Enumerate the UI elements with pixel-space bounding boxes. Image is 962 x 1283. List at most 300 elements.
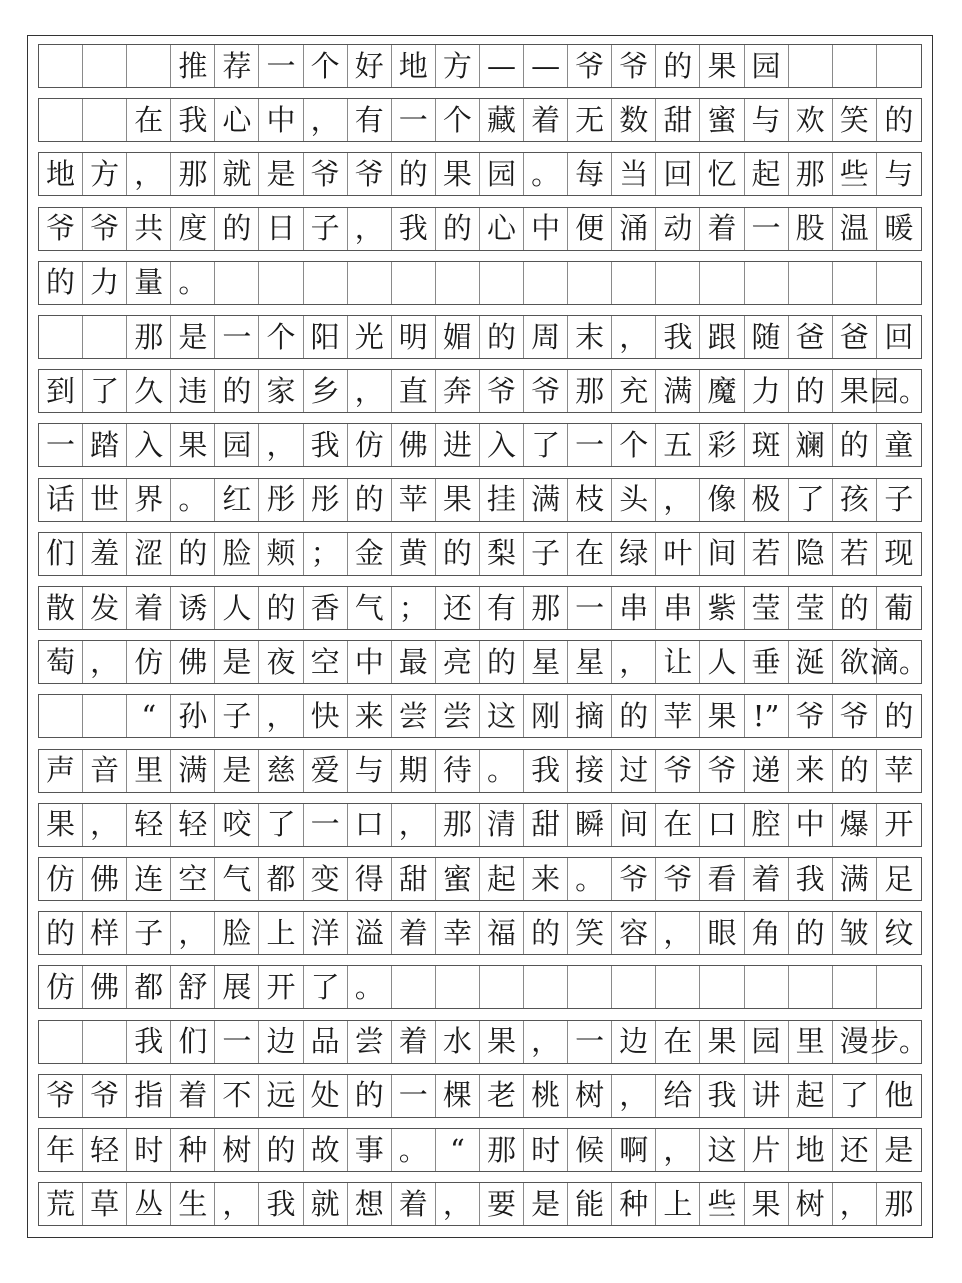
- grid-cell: 与: [884, 156, 914, 191]
- grid-cell: 纹: [884, 915, 914, 950]
- grid-cell: [833, 45, 877, 87]
- grid-cell: 无: [568, 99, 612, 141]
- grid-cell: 孙: [171, 695, 215, 737]
- grid-cell: 不: [215, 1075, 259, 1117]
- grid-cell: 入: [127, 424, 171, 466]
- grid-row: [38, 532, 922, 576]
- grid-cell: 果: [833, 370, 877, 412]
- grid-cell: 中: [524, 208, 568, 250]
- grid-cell: 滴。: [869, 644, 928, 679]
- grid-cell: 是: [171, 316, 215, 358]
- grid-cell: 蜜: [436, 858, 480, 900]
- grid-cell: 园: [745, 45, 789, 87]
- grid-cell: 羞: [83, 533, 127, 575]
- grid-cell: 期: [392, 750, 436, 792]
- grid-cell: 那: [568, 370, 612, 412]
- grid-cell: 轻: [83, 1129, 127, 1171]
- grid-cell: 口: [348, 804, 392, 846]
- grid-cell: 动: [656, 208, 700, 250]
- grid-cell: 水: [436, 1021, 480, 1063]
- grid-cell: 爷: [83, 1075, 127, 1117]
- grid-cell: 时: [127, 1129, 171, 1171]
- grid-cell: 诱: [171, 587, 215, 629]
- grid-cell: 快: [304, 695, 348, 737]
- grid-cell: 在: [568, 533, 612, 575]
- grid-cell: 递: [745, 750, 789, 792]
- grid-cell: 奔: [436, 370, 480, 412]
- grid-cell: 眼: [700, 912, 744, 954]
- grid-cell: 满: [171, 750, 215, 792]
- grid-row: [38, 478, 922, 522]
- grid-cell: 的: [436, 208, 480, 250]
- grid-row: [38, 857, 922, 901]
- grid-cell: 果: [436, 479, 480, 521]
- grid-cell: 子: [884, 482, 914, 517]
- grid-cell: 。: [524, 153, 568, 195]
- grid-cell: 来: [524, 858, 568, 900]
- grid-cell: 了: [83, 370, 127, 412]
- grid-row: [38, 315, 922, 359]
- grid-cell: ，: [612, 1075, 656, 1117]
- grid-row: [38, 640, 928, 684]
- grid-cell: 想: [348, 1183, 392, 1225]
- grid-cell: [745, 966, 789, 1008]
- grid-cell: 的: [789, 912, 833, 954]
- grid-cell: 在: [127, 99, 171, 141]
- grid-cell: 便: [568, 208, 612, 250]
- grid-cell: 的: [215, 370, 259, 412]
- grid-cell: 苹: [884, 753, 914, 788]
- grid-cell: 的: [39, 262, 83, 304]
- grid-cell: [877, 262, 921, 304]
- grid-cell: 角: [745, 912, 789, 954]
- grid-cell: 直: [392, 370, 436, 412]
- grid-cell: 地: [39, 153, 83, 195]
- grid-cell: 边: [259, 1021, 303, 1063]
- grid-cell: 日: [259, 208, 303, 250]
- grid-cell: 忆: [700, 153, 744, 195]
- grid-cell: 就: [215, 153, 259, 195]
- grid-cell: 草: [83, 1183, 127, 1225]
- grid-cell: 那: [480, 1129, 524, 1171]
- grid-cell: 间: [612, 804, 656, 846]
- grid-cell: 金: [348, 533, 392, 575]
- grid-cell: 一: [304, 804, 348, 846]
- grid-cell: 跟: [700, 316, 744, 358]
- grid-cell: 爷: [39, 208, 83, 250]
- grid-cell: 方: [83, 153, 127, 195]
- grid-cell: 蜜: [700, 99, 744, 141]
- grid-cell: 彤: [304, 479, 348, 521]
- grid-cell: 看: [700, 858, 744, 900]
- grid-cell: 斑: [745, 424, 789, 466]
- grid-cell: 轻: [127, 804, 171, 846]
- grid-cell: 的: [39, 912, 83, 954]
- grid-cell: ，: [833, 1183, 877, 1225]
- grid-cell: 着: [745, 858, 789, 900]
- grid-cell: 溢: [348, 912, 392, 954]
- grid-cell: ，: [348, 370, 392, 412]
- grid-row: [38, 965, 922, 1009]
- grid-cell: 园: [215, 424, 259, 466]
- grid-cell: 老: [480, 1075, 524, 1117]
- grid-cell: 当: [612, 153, 656, 195]
- grid-cell: 星: [568, 641, 612, 683]
- grid-cell: 尝: [392, 695, 436, 737]
- grid-cell: 的: [480, 316, 524, 358]
- grid-cell: ，: [127, 153, 171, 195]
- grid-cell: 爷: [568, 45, 612, 87]
- grid-cell: 萄: [39, 641, 83, 683]
- grid-cell: 斓: [789, 424, 833, 466]
- grid-cell: 事: [348, 1129, 392, 1171]
- grid-cell: 共: [127, 208, 171, 250]
- grid-cell: 着: [392, 1021, 436, 1063]
- grid-cell: 园。: [869, 373, 928, 408]
- grid-cell: 那: [884, 1186, 914, 1221]
- grid-cell: 着: [392, 1183, 436, 1225]
- grid-cell: 个: [436, 99, 480, 141]
- grid-cell: [127, 45, 171, 87]
- grid-cell: 爷: [612, 45, 656, 87]
- grid-cell: 违: [171, 370, 215, 412]
- grid-cell: 荒: [39, 1183, 83, 1225]
- grid-cell: 那: [789, 153, 833, 195]
- grid-cell: ，: [171, 912, 215, 954]
- grid-cell: 笑: [833, 99, 877, 141]
- grid-cell: 着: [700, 208, 744, 250]
- grid-cell: 叶: [656, 533, 700, 575]
- grid-cell: ，: [215, 1183, 259, 1225]
- grid-cell: [39, 99, 83, 141]
- grid-cell: 的: [480, 641, 524, 683]
- grid-cell: 间: [700, 533, 744, 575]
- grid-cell: [83, 99, 127, 141]
- grid-cell: [700, 262, 744, 304]
- grid-cell: 极: [745, 479, 789, 521]
- grid-cell: 着: [524, 99, 568, 141]
- grid-cell: 了: [524, 424, 568, 466]
- grid-cell: 我: [789, 858, 833, 900]
- grid-cell: 都: [259, 858, 303, 900]
- grid-cell: 像: [700, 479, 744, 521]
- grid-cell: 开: [884, 807, 914, 842]
- grid-cell: 爷: [348, 153, 392, 195]
- grid-cell: 与: [745, 99, 789, 141]
- grid-cell: [700, 966, 744, 1008]
- grid-cell: [83, 1021, 127, 1063]
- grid-cell: 数: [612, 99, 656, 141]
- grid-row: [38, 1074, 922, 1118]
- grid-cell: 的: [656, 45, 700, 87]
- grid-cell: 暖: [884, 211, 914, 246]
- grid-cell: ，: [656, 912, 700, 954]
- grid-cell: 步。: [869, 1024, 928, 1059]
- grid-cell: 生: [171, 1183, 215, 1225]
- grid-cell: 个: [259, 316, 303, 358]
- grid-cell: 让: [656, 641, 700, 683]
- grid-cell: 仿: [348, 424, 392, 466]
- grid-row: [38, 1182, 922, 1226]
- grid-cell: 清: [480, 804, 524, 846]
- grid-row: [38, 369, 928, 413]
- grid-cell: 明: [392, 316, 436, 358]
- grid-cell: 我: [127, 1021, 171, 1063]
- title-row: [38, 44, 922, 88]
- grid-cell: 丛: [127, 1183, 171, 1225]
- grid-cell: 垂: [745, 641, 789, 683]
- grid-cell: 若: [833, 533, 877, 575]
- grid-cell: 爷: [656, 858, 700, 900]
- grid-cell: 心: [480, 208, 524, 250]
- grid-cell: 进: [436, 424, 480, 466]
- grid-cell: 们: [39, 533, 83, 575]
- grid-cell: 有: [480, 587, 524, 629]
- grid-cell: 们: [171, 1021, 215, 1063]
- grid-cell: 甜: [392, 858, 436, 900]
- grid-cell: “: [436, 1129, 480, 1171]
- grid-cell: [656, 262, 700, 304]
- grid-cell: 个: [304, 45, 348, 87]
- grid-cell: 树: [789, 1183, 833, 1225]
- grid-cell: 些: [833, 153, 877, 195]
- grid-cell: 的: [833, 750, 877, 792]
- grid-cell: 这: [480, 695, 524, 737]
- grid-row: [38, 207, 922, 251]
- grid-cell: 气: [348, 587, 392, 629]
- grid-cell: 一: [39, 424, 83, 466]
- grid-cell: [480, 262, 524, 304]
- grid-cell: 的: [259, 587, 303, 629]
- grid-cell: 着: [392, 912, 436, 954]
- grid-cell: ；: [392, 587, 436, 629]
- grid-cell: 果: [39, 804, 83, 846]
- grid-cell: 轻: [171, 804, 215, 846]
- grid-cell: 末: [568, 316, 612, 358]
- grid-cell: 有: [348, 99, 392, 141]
- grid-cell: 接: [568, 750, 612, 792]
- grid-cell: [877, 966, 921, 1008]
- grid-cell: 一: [568, 424, 612, 466]
- grid-cell: 讲: [745, 1075, 789, 1117]
- grid-cell: 涎: [789, 641, 833, 683]
- grid-cell: 的: [612, 695, 656, 737]
- grid-cell: [348, 262, 392, 304]
- grid-cell: 一: [392, 1075, 436, 1117]
- grid-cell: 童: [884, 427, 914, 462]
- grid-cell: 中: [259, 99, 303, 141]
- grid-cell: —: [480, 45, 524, 87]
- grid-cell: 绿: [612, 533, 656, 575]
- grid-cell: 的: [833, 424, 877, 466]
- grid-cell: 欲: [833, 641, 877, 683]
- grid-cell: 。: [392, 1129, 436, 1171]
- grid-cell: 。: [568, 858, 612, 900]
- grid-cell: 子: [524, 533, 568, 575]
- grid-cell: [392, 262, 436, 304]
- grid-cell: 发: [83, 587, 127, 629]
- grid-cell: 。: [171, 262, 215, 304]
- grid-cell: 树: [215, 1129, 259, 1171]
- grid-cell: 心: [215, 99, 259, 141]
- grid-cell: 佛: [83, 966, 127, 1008]
- grid-cell: 话: [39, 479, 83, 521]
- grid-cell: [83, 316, 127, 358]
- grid-cell: ，: [392, 804, 436, 846]
- grid-cell: 一: [215, 1021, 259, 1063]
- grid-cell: 紫: [700, 587, 744, 629]
- grid-cell: 人: [215, 587, 259, 629]
- grid-cell: ，: [524, 1021, 568, 1063]
- grid-cell: 树: [568, 1075, 612, 1117]
- grid-cell: 爷: [833, 695, 877, 737]
- grid-cell: [39, 1021, 83, 1063]
- grid-cell: 口: [700, 804, 744, 846]
- grid-cell: 的: [259, 1129, 303, 1171]
- grid-cell: 一: [392, 99, 436, 141]
- grid-cell: 荐: [215, 45, 259, 87]
- grid-cell: [436, 262, 480, 304]
- grid-cell: 爸: [833, 316, 877, 358]
- grid-cell: 满: [524, 479, 568, 521]
- grid-cell: 那: [524, 587, 568, 629]
- grid-cell: 黄: [392, 533, 436, 575]
- grid-cell: 隐: [789, 533, 833, 575]
- grid-cell: 了: [259, 804, 303, 846]
- grid-cell: ；: [304, 533, 348, 575]
- grid-cell: 最: [392, 641, 436, 683]
- grid-cell: [215, 262, 259, 304]
- grid-cell: 孩: [833, 479, 877, 521]
- grid-cell: 里: [127, 750, 171, 792]
- grid-cell: 变: [304, 858, 348, 900]
- grid-cell: 爷: [789, 695, 833, 737]
- grid-cell: [524, 262, 568, 304]
- grid-cell: 片: [745, 1129, 789, 1171]
- grid-cell: 果: [700, 695, 744, 737]
- grid-cell: 我: [304, 424, 348, 466]
- grid-cell: 我: [171, 99, 215, 141]
- grid-row: [38, 261, 922, 305]
- grid-cell: 踏: [83, 424, 127, 466]
- grid-cell: 甜: [524, 804, 568, 846]
- grid-cell: 红: [215, 479, 259, 521]
- grid-cell: 莹: [789, 587, 833, 629]
- grid-cell: 仿: [39, 858, 83, 900]
- grid-cell: 一: [568, 1021, 612, 1063]
- grid-cell: 来: [789, 750, 833, 792]
- grid-cell: 量: [127, 262, 171, 304]
- grid-cell: 的: [524, 912, 568, 954]
- grid-cell: 莹: [745, 587, 789, 629]
- grid-cell: 魔: [700, 370, 744, 412]
- grid-row: [38, 911, 922, 955]
- grid-cell: 子: [215, 695, 259, 737]
- grid-cell: 甜: [656, 99, 700, 141]
- grid-cell: 棵: [436, 1075, 480, 1117]
- grid-cell: 散: [39, 587, 83, 629]
- grid-cell: ，: [656, 1129, 700, 1171]
- grid-cell: 乡: [304, 370, 348, 412]
- grid-cell: [789, 45, 833, 87]
- grid-cell: [83, 695, 127, 737]
- grid-cell: 声: [39, 750, 83, 792]
- grid-cell: 藏: [480, 99, 524, 141]
- grid-cell: 上: [259, 912, 303, 954]
- grid-cell: 处: [304, 1075, 348, 1117]
- grid-cell: 香: [304, 587, 348, 629]
- grid-cell: ，: [259, 695, 303, 737]
- grid-cell: 人: [700, 641, 744, 683]
- grid-cell: 园: [745, 1021, 789, 1063]
- grid-cell: 枝: [568, 479, 612, 521]
- grid-cell: 串: [656, 587, 700, 629]
- grid-cell: 种: [612, 1183, 656, 1225]
- grid-cell: 还: [833, 1129, 877, 1171]
- grid-cell: 地: [392, 45, 436, 87]
- grid-cell: 啊: [612, 1129, 656, 1171]
- grid-cell: “: [127, 695, 171, 737]
- grid-cell: [436, 966, 480, 1008]
- grid-cell: ，: [348, 208, 392, 250]
- grid-cell: 开: [259, 966, 303, 1008]
- grid-cell: 彩: [700, 424, 744, 466]
- grid-cell: 过: [612, 750, 656, 792]
- grid-cell: [612, 262, 656, 304]
- grid-cell: 佛: [171, 641, 215, 683]
- grid-cell: 葡: [884, 590, 914, 625]
- grid-cell: 的: [884, 698, 914, 733]
- grid-cell: 那: [171, 153, 215, 195]
- grid-cell: 来: [348, 695, 392, 737]
- grid-cell: 是: [259, 153, 303, 195]
- grid-cell: 脸: [215, 533, 259, 575]
- grid-cell: 一: [745, 208, 789, 250]
- grid-cell: [656, 966, 700, 1008]
- grid-cell: 的: [833, 587, 877, 629]
- grid-cell: ，: [304, 99, 348, 141]
- grid-cell: 仿: [127, 641, 171, 683]
- grid-cell: 那: [127, 316, 171, 358]
- grid-cell: 指: [127, 1075, 171, 1117]
- grid-cell: 这: [700, 1129, 744, 1171]
- grid-cell: 苹: [656, 695, 700, 737]
- grid-cell: 的: [348, 1075, 392, 1117]
- grid-cell: 推: [171, 45, 215, 87]
- grid-cell: 尝: [436, 695, 480, 737]
- grid-cell: 空: [304, 641, 348, 683]
- grid-cell: 彤: [259, 479, 303, 521]
- grid-cell: 了: [833, 1075, 877, 1117]
- grid-cell: 起: [480, 858, 524, 900]
- grid-row: [38, 694, 922, 738]
- grid-cell: [39, 695, 83, 737]
- grid-cell: 慈: [259, 750, 303, 792]
- grid-cell: 园: [480, 153, 524, 195]
- grid-cell: [833, 262, 877, 304]
- grid-cell: 候: [568, 1129, 612, 1171]
- grid-cell: 起: [745, 153, 789, 195]
- grid-cell: [612, 966, 656, 1008]
- grid-cell: [877, 45, 921, 87]
- grid-cell: 是: [524, 1183, 568, 1225]
- grid-cell: ，: [612, 316, 656, 358]
- grid-cell: 还: [436, 587, 480, 629]
- grid-cell: 度: [171, 208, 215, 250]
- grid-cell: 起: [789, 1075, 833, 1117]
- grid-cell: ，: [83, 641, 127, 683]
- grid-cell: 中: [348, 641, 392, 683]
